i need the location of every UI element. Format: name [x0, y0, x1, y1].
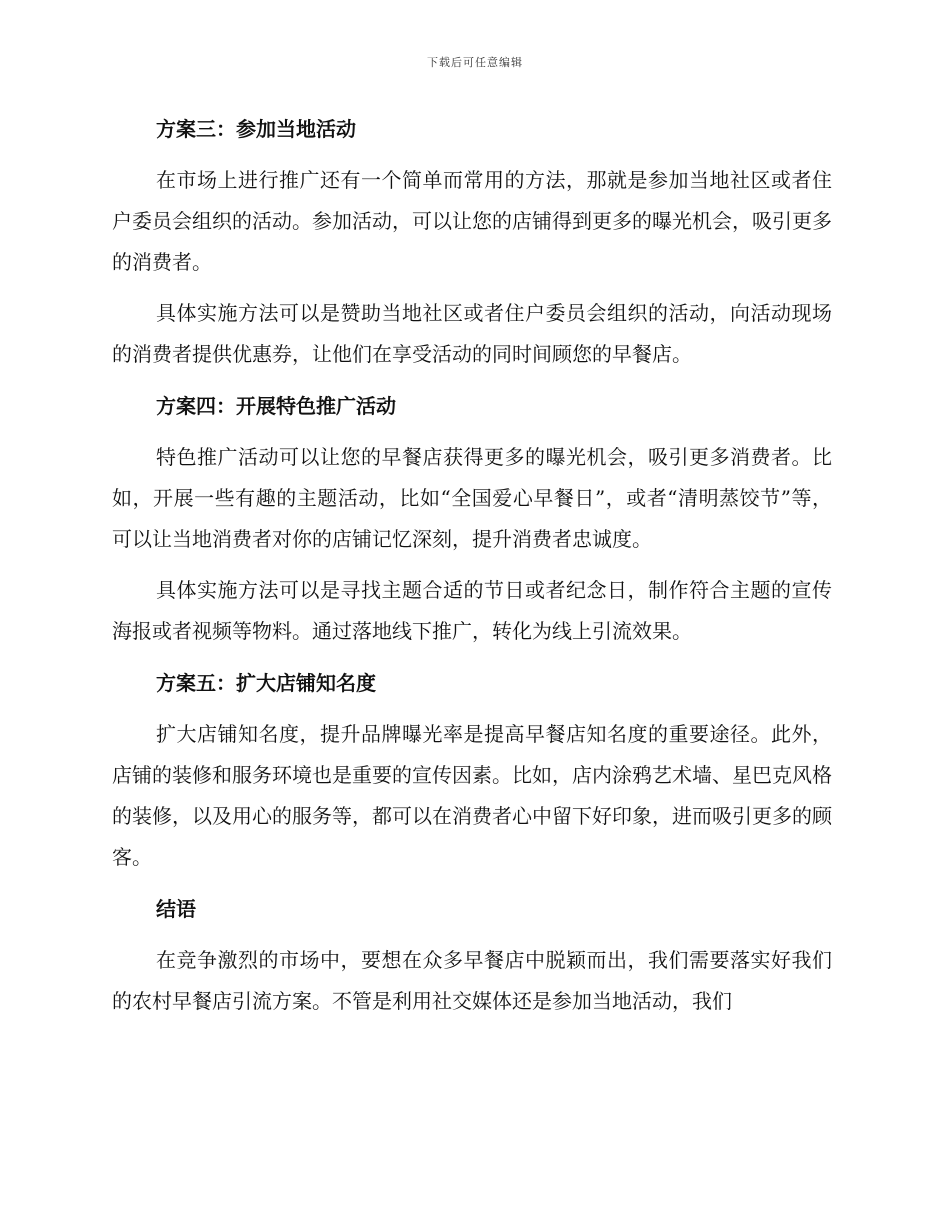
- document-body: [112, 108, 832, 1032]
- section-heading-plan-3: 方案三：参加当地活动: [156, 117, 356, 141]
- header-note: 下载后可任意编辑: [427, 56, 523, 69]
- section-heading-conclusion: 结语: [156, 897, 196, 921]
- paragraph: 在市场上进行推广还有一个简单而常用的方法，那就是参加当地社区或者住户委员会组织的活动。参加活动，可以让您的店铺得到更多的曝光机会，吸引更多的消费者。: [112, 168, 832, 274]
- section-heading-plan-5: 方案五：扩大店铺知名度: [156, 671, 376, 695]
- paragraph: 扩大店铺知名度，提升品牌曝光率是提高早餐店知名度的重要途径。此外，店铺的装修和服务环境也是重要的宣传因素。比如，店内涂鸦艺术墙、星巴克风格的装修，以及用心的服务等，都可以在消费者心中留下好印象，进而吸引更多的顾客。: [112, 722, 832, 869]
- paragraph: 具体实施方法可以是赞助当地社区或者住户委员会组织的活动，向活动现场的消费者提供优惠券，让他们在享受活动的同时间顾您的早餐店。: [112, 301, 832, 366]
- paragraph: 在竞争激烈的市场中，要想在众多早餐店中脱颖而出，我们需要落实好我们的农村早餐店引流方案。不管是利用社交媒体还是参加当地活动，我们: [112, 948, 832, 1013]
- section-heading-plan-4: 方案四：开展特色推广活动: [156, 394, 396, 418]
- paragraph: 特色推广活动可以让您的早餐店获得更多的曝光机会，吸引更多消费者。比如，开展一些有趣的主题活动，比如“全国爱心早餐日”，或者“清明蒸饺节”等，可以让当地消费者对你的店铺记忆深刻，提升消费者忠诚度。: [112, 445, 832, 551]
- paragraph: 具体实施方法可以是寻找主题合适的节日或者纪念日，制作符合主题的宣传海报或者视频等物料。通过落地线下推广，转化为线上引流效果。: [112, 578, 832, 643]
